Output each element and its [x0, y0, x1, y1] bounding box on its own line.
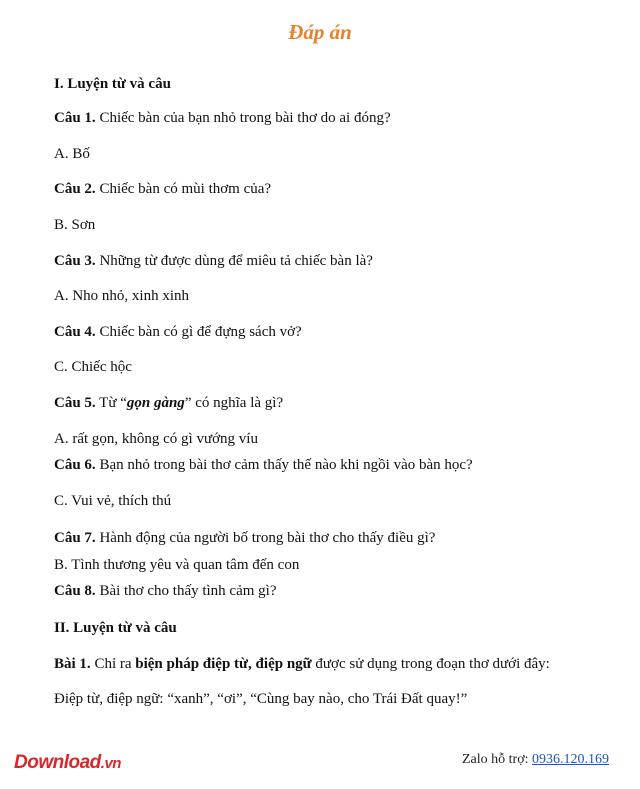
- answer-7: B. Tình thương yêu và quan tâm đến con: [54, 557, 300, 573]
- section-heading-1: I. Luyện từ và câu: [54, 76, 171, 92]
- exercise-1-answer: Điệp từ, điệp ngữ: “xanh”, “ơi”, “Cùng bay nào, cho Trái Đất quay!”: [54, 691, 468, 707]
- question-label: Câu 5.: [54, 395, 96, 411]
- answer-2: B. Sơn: [54, 217, 96, 233]
- answer-4: C. Chiếc hộc: [54, 359, 132, 375]
- question-text: Chiếc bàn có gì để đựng sách vở?: [95, 324, 302, 340]
- question-label: Câu 6.: [54, 457, 96, 473]
- question-label: Câu 4.: [54, 324, 96, 340]
- question-2: [54, 181, 271, 198]
- answer-6: C. Vui vẻ, thích thú: [54, 493, 172, 509]
- zalo-label: Zalo hỗ trợ:: [462, 752, 532, 767]
- exercise-text-post: được sử dụng trong đoạn thơ dưới đây:: [311, 656, 550, 672]
- question-label: Câu 8.: [54, 583, 96, 599]
- logo-main-text: Download: [14, 752, 101, 773]
- zalo-support: [462, 752, 609, 768]
- zalo-phone-link[interactable]: 0936.120.169: [532, 752, 609, 767]
- question-text: Bài thơ cho thấy tình cảm gì?: [95, 583, 277, 599]
- exercise-text-pre: Chỉ ra: [90, 656, 136, 672]
- answer-1: A. Bố: [54, 146, 90, 162]
- answer-3: A. Nho nhỏ, xinh xinh: [54, 288, 189, 304]
- question-3: [54, 253, 373, 270]
- question-5: [54, 395, 283, 412]
- logo-tld-text: .vn: [100, 755, 121, 772]
- page-title: Đáp án: [288, 20, 352, 44]
- question-6: [54, 457, 473, 474]
- question-text-pre: Từ “: [95, 395, 127, 411]
- question-text-post: ” có nghĩa là gì?: [184, 395, 284, 411]
- question-label: Câu 1.: [54, 110, 96, 126]
- question-label: Câu 2.: [54, 181, 96, 197]
- question-1: [54, 110, 391, 127]
- question-7: [54, 530, 435, 547]
- exercise-1: [54, 656, 550, 673]
- section-heading-2: II. Luyện từ và câu: [54, 620, 177, 636]
- question-text: Chiếc bàn của bạn nhỏ trong bài thơ do ai đóng?: [95, 110, 391, 126]
- question-8: [54, 583, 277, 600]
- question-text: Bạn nhỏ trong bài thơ cảm thấy thế nào khi ngồi vào bàn học?: [95, 457, 473, 473]
- question-4: [54, 324, 302, 341]
- exercise-emphasis: biện pháp điệp từ, điệp ngữ: [135, 656, 312, 672]
- answer-5: A. rất gọn, không có gì vướng víu: [54, 431, 258, 447]
- download-logo[interactable]: [14, 752, 121, 774]
- question-text: Hành động của người bố trong bài thơ cho thấy điều gì?: [95, 530, 436, 546]
- exercise-label: Bài 1.: [54, 656, 91, 672]
- question-label: Câu 7.: [54, 530, 96, 546]
- question-text: Những từ được dùng để miêu tả chiếc bàn là?: [95, 253, 373, 269]
- question-text: Chiếc bàn có mùi thơm của?: [95, 181, 272, 197]
- question-emphasis: gọn gàng: [126, 395, 185, 411]
- question-label: Câu 3.: [54, 253, 96, 269]
